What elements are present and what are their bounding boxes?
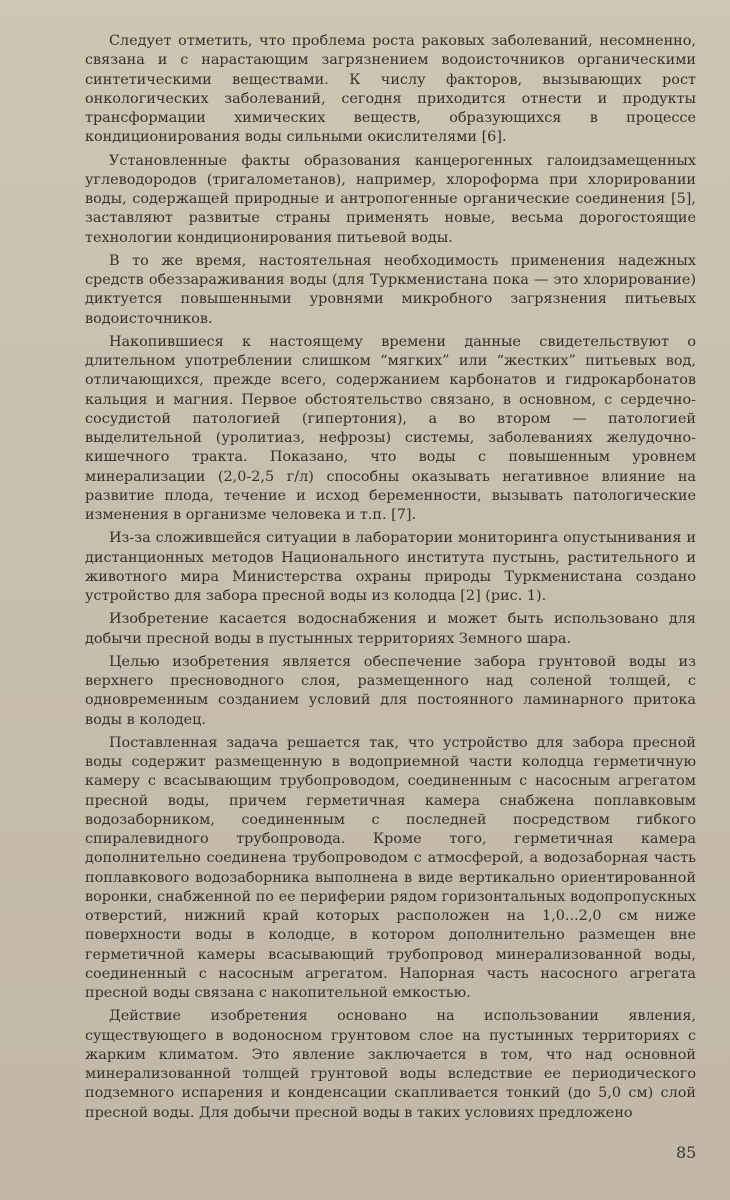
paragraph-6: Изобретение касается водоснабжения и может быть использовано для добычи пресной воды в пустынных территориях Земного шара. <box>85 611 696 647</box>
paragraph-8: Поставленная задача решается так, что устройство для забора пресной воды содержит размещенную в водоприемной части колодца герметичную камеру с всасывающим трубопроводом, соединенным с насосным агрегатом пресной воды, причем герметичная камера снабжена поплавковым водозаборником, соединенным с последней посредством гибкого спиралевидного трубопровода. Кроме того, герметичная камера дополнительно соединена трубопроводом с атмосферой, а водозаборная часть поплавкового водозаборника выполнена в виде вертикально ориентированной воронки, снабженной по ее периферии рядом горизонтальных водопропускных отверстий, нижний край которых расположен на 1,0...2,0 см ниже поверхности воды в колодце, в котором дополнительно размещен вне герметичной камеры всасывающий трубопровод минерализованной воды, соединенный с насосным агрегатом. Напорная часть насосного агрегата пресной воды связана с накопительной емкостью. <box>85 734 696 1001</box>
paragraph-9: Действие изобретения основано на использовании явления, существующего в водоносном грунтовом слое на пустынных территориях с жарким климатом. Это явление заключается в том, что над основной минерализованной толщей грунтовой воды вследствие ее периодического подземного испарения и конденсации скапливается тонкий (до 5,0 см) слой пресной воды. Для добычи пресной воды в таких условиях предложено <box>85 1008 696 1121</box>
paragraph-1: Следует отметить, что проблема роста раковых заболеваний, несомненно, связана и с нарастающим загрязнением водоисточников органическими синтетическими веществами. К числу факторов, вызывающих рост онкологических заболеваний, сегодня приходится отнести и продукты трансформации химических веществ, образующихся в процессе кондиционирования воды сильными окислителями [6]. <box>85 33 696 146</box>
paragraph-2: Установленные факты образования канцерогенных галоидзамещенных углеводородов (тригалометанов), например, хлороформа при хлорировании воды, содержащей природные и антропогенные органические соединения [5], заставляют развитые страны применять новые, весьма дорогостоящие технологии кондиционирования питьевой воды. <box>85 152 696 246</box>
page-number: 85 <box>676 1143 697 1162</box>
paragraph-7: Целью изобретения является обеспечение забора грунтовой воды из верхнего пресноводного слоя, размещенного над соленой толщей, с одновременным созданием условий для постоянного ламинарного притока воды в колодец. <box>85 653 696 728</box>
paragraph-3: В то же время, настоятельная необходимость применения надежных средств обеззараживания воды (для Туркменистана пока — это хлорирование) диктуется повышенными уровнями микробного загрязнения питьевых водоисточников. <box>85 252 696 327</box>
paragraph-4: Накопившиеся к настоящему времени данные свидетельствуют о длительном употреблении слишком “мягких” или “жестких” питьевых вод, отличающихся, прежде всего, содержанием карбонатов и гидрокарбонатов кальция и магния. Первое обстоятельство связано, в основном, с сердечно-сосудистой патологией (гипертония), а во втором — патологией выделительной (уролитиаз, нефрозы) системы, заболеваниях желудочно-кишечного тракта. Показано, что воды с повышенным уровнем минерализации (2,0-2,5 г/л) способны оказывать негативное влияние на развитие плода, течение и исход беременности, вызывать патологические изменения в организме человека и т.п. [7]. <box>85 333 696 523</box>
body-text <box>85 32 696 1127</box>
paragraph-5: Из-за сложившейся ситуации в лаборатории мониторинга опустынивания и дистанционных методов Национального института пустынь, растительного и животного мира Министерства охраны природы Туркменистана создано устройство для забора пресной воды из колодца [2] (рис. 1). <box>85 530 696 604</box>
